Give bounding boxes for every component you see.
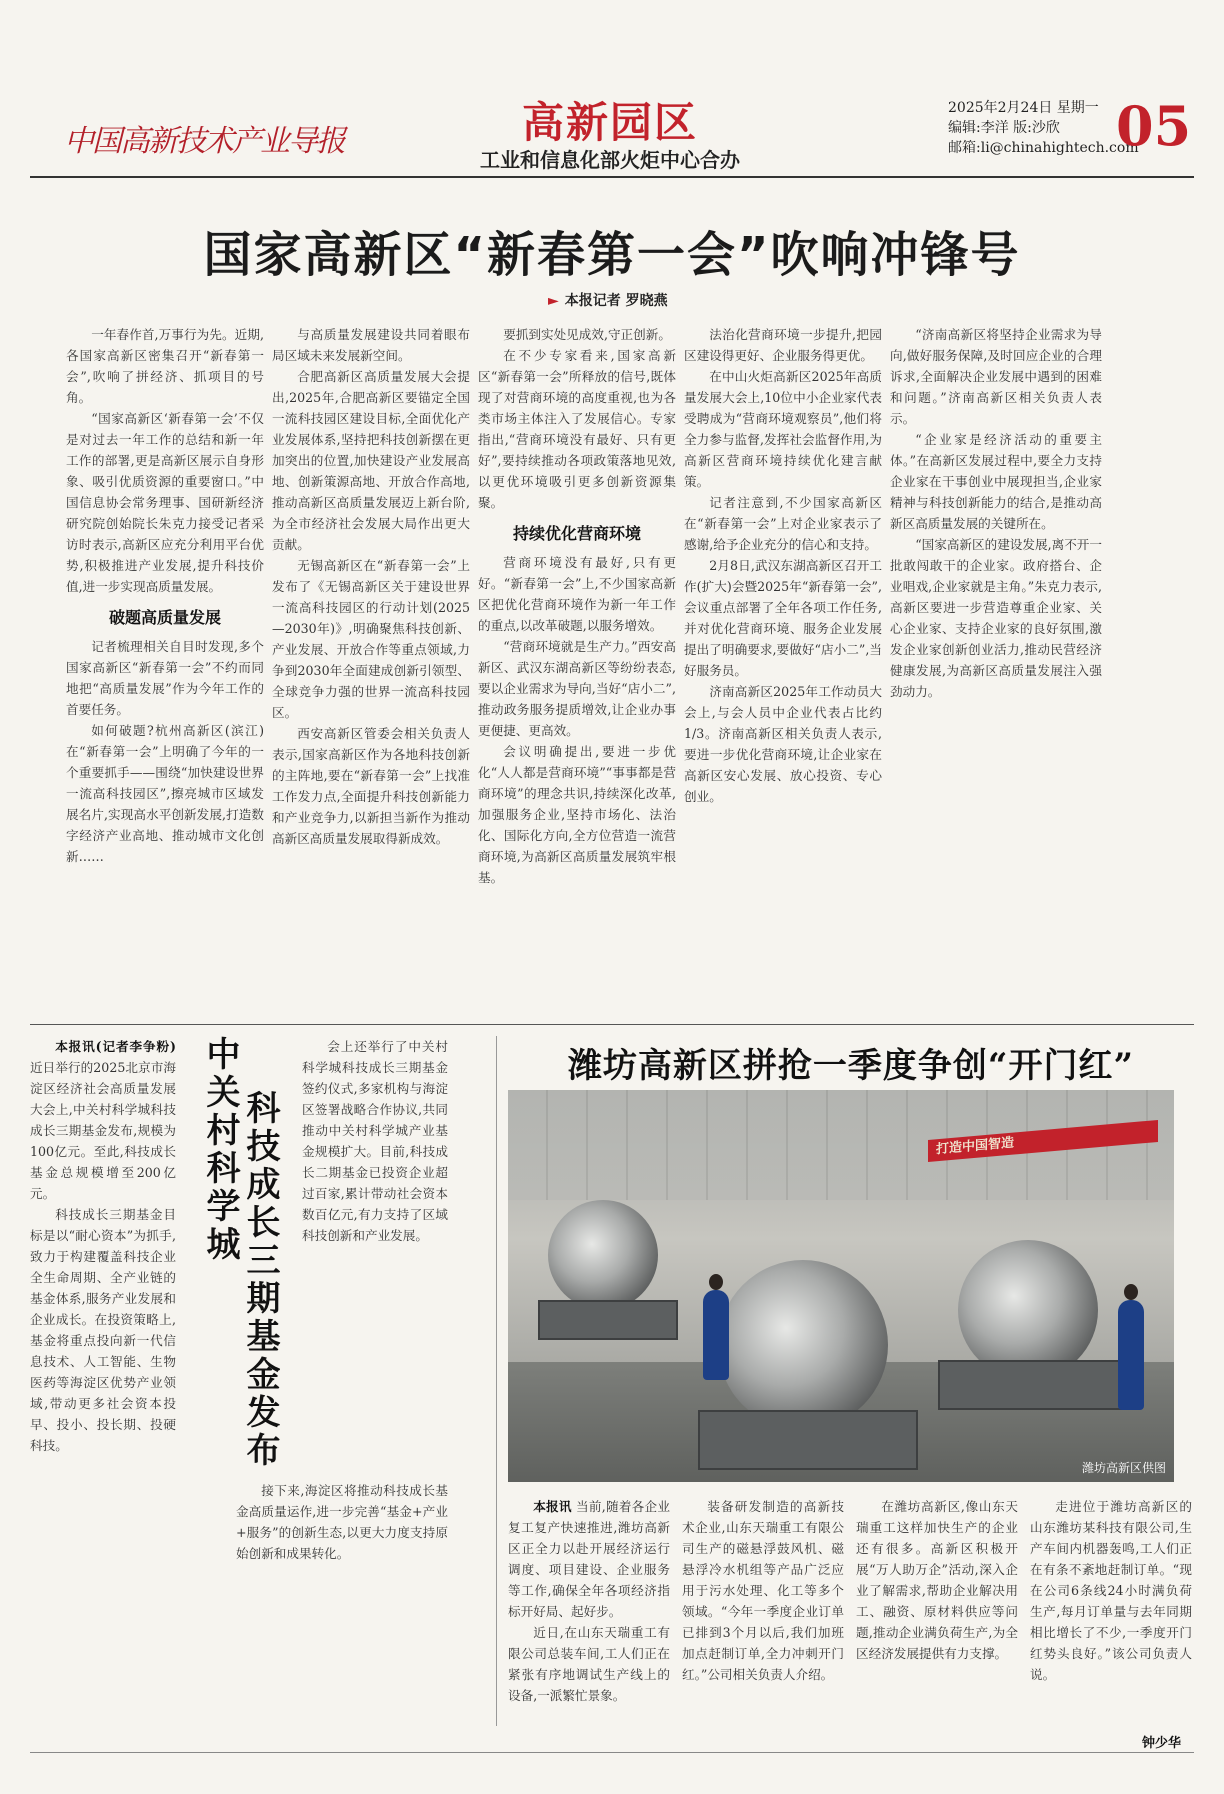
article-column-5: [890, 324, 1102, 1024]
article-column-3: [478, 324, 676, 1024]
machine-base: [538, 1300, 678, 1340]
factory-photo: [508, 1090, 1174, 1482]
paragraph: 西安高新区管委会相关负责人表示,国家高新区作为各地科技创新的主阵地,要在“新春第一会”上找准工作发力点,全面提升科技创新能力和产业竞争力,以新担当新作为推动高新区高质量发展取得新成效。: [272, 726, 470, 846]
paragraph: “企业家是经济活动的重要主体。”在高新区发展过程中,要全力支持企业家在干事创业中展现担当,企业家精神与科技创新能力的结合,是推动高新区高质量发展的关键所在。: [890, 432, 1102, 531]
masthead: [30, 86, 1194, 178]
paragraph: 近日,在山东天瑞重工有限公司总装车间,工人们正在紧张有序地调试生产线上的设备,一派繁忙景象。: [508, 1625, 670, 1703]
weifang-column-1: [508, 1496, 670, 1728]
zgc-brief-column-1: [30, 1036, 176, 1726]
paragraph: “营商环境就是生产力。”西安高新区、武汉东湖高新区等纷纷表态,要以企业需求为导向,当好“店小二”,推动政务服务提质增效,让企业办事更便捷、更高效。: [478, 639, 676, 738]
paragraph: “济南高新区将坚持企业需求为导向,做好服务保障,及时回应企业的合理诉求,全面解决企业发展中遇到的困难和问题。”济南高新区相关负责人表示。: [890, 327, 1102, 426]
paragraph: 会议明确提出,要进一步优化“人人都是营商环境”“事事都是营商环境”的理念共识,持续深化改革,加强服务企业,坚持市场化、法治化、国际化方向,全方位营造一流营商环境,为高新区高质量发展筑牢根基。: [478, 744, 676, 885]
byline-text: 本报记者 罗晓燕: [564, 293, 668, 309]
main-story-columns: [66, 324, 1194, 1024]
paragraph: 在不少专家看来,国家高新区“新春第一会”所释放的信号,既体现了对营商环境的高度重视,也为各类市场主体注入了发展信心。专家指出,“营商环境没有最好、只有更好”,要持续推动各项政策落地见效,以更优环境吸引更多创新资源集聚。: [478, 348, 676, 510]
author-signature: 钟少华: [1142, 1736, 1182, 1751]
editor-line: 编辑:李洋 版:沙欣: [948, 120, 1060, 136]
article-column-4: [684, 324, 882, 1024]
article-column-1: [66, 324, 264, 1024]
paragraph: [508, 1496, 670, 1622]
column-divider: [496, 1036, 497, 1726]
paragraph: 如何破题?杭州高新区(滨江)在“新春第一会”上明确了今年的一个重要抓手——围绕“加快建设世界一流高科技园区”,擦亮城市区域发展名片,实现高水平创新发展,打造数字经济产业高地、推动城市文化创新……: [66, 723, 264, 864]
paragraph: 在中山火炬高新区2025年高质量发展大会上,10位中小企业家代表受聘成为“营商环境观察员”,他们将全力参与监督,发挥社会监督作用,为高新区营商环境持续优化建言献策。: [684, 369, 882, 489]
worker-figure: [703, 1290, 729, 1380]
turbine-machine: [958, 1240, 1098, 1380]
weifang-column-4: [1030, 1496, 1192, 1728]
newspaper-logo: 中国高新技术产业导报: [64, 124, 344, 159]
section-name: 高新园区: [522, 98, 699, 147]
issue-meta: [948, 98, 1139, 158]
section-divider: [30, 1024, 1194, 1025]
weifang-story-columns: [508, 1496, 1194, 1736]
section-subtitle: 工业和信息化部火炬中心合办: [480, 148, 740, 172]
weifang-headline: 潍坊高新区拼抢一季度争创“开门红”: [567, 1046, 1135, 1086]
turbine-machine: [718, 1260, 888, 1430]
weifang-column-3: [856, 1496, 1018, 1728]
worker-figure: [1118, 1300, 1144, 1410]
zgc-title-line-1: 中关村科学城: [200, 1036, 240, 1264]
paragraph: 一年春作首,万事行为先。近期,各国家高新区密集召开“新春第一会”,吹响了拼经济、抓项目的号角。: [66, 327, 264, 405]
brief-lead: 本报讯(记者李争粉): [55, 1039, 176, 1054]
paragraph: 记者梳理相关自目时发现,多个国家高新区“新春第一会”不约而同地把“高质量发展”作为今年工作的首要任务。: [66, 639, 264, 717]
page-number: 05: [1116, 94, 1192, 158]
email-line: 邮箱:li@chinahightech.com: [948, 140, 1139, 156]
masthead-rule: [30, 176, 1194, 178]
paragraph: 装备研发制造的高新技术企业,山东天瑞重工有限公司生产的磁悬浮鼓风机、磁悬浮冷水机组等产品广泛应用于污水处理、化工等多个领域。“今年一季度企业订单已排到3个月以后,我们加班加点赶制订单,全力冲刺开门红。”公司相关负责人介绍。: [682, 1499, 844, 1682]
zgc-title-line-2: 科技成长三期基金发布: [240, 1090, 280, 1470]
paragraph: “国家高新区的建设发展,离不开一批敢闯敢干的企业家。政府搭台、企业唱戏,企业家就是主角。”朱克力表示,高新区要进一步营造尊重企业家、关心企业家、支持企业家的良好氛围,激发企业家创新创业活力,推动民营经济健康发展,为高新区高质量发展注入强劲动力。: [890, 537, 1102, 699]
paragraph: 会上还举行了中关村科学城科技成长三期基金签约仪式,多家机构与海淀区签署战略合作协议,共同推动中关村科学城产业基金规模扩大。目前,科技成长二期基金已投资企业超过百家,累计带动社会资本数百亿元,有力支持了区域科技创新和产业发展。: [302, 1039, 448, 1243]
issue-date: 2025年2月24日 星期一: [948, 100, 1099, 116]
paragraph: 营商环境没有最好,只有更好。“新春第一会”上,不少国家高新区把优化营商环境作为新一年工作的重点,以改革破题,以服务增效。: [478, 555, 676, 633]
paragraph: 要抓到实处见成效,守正创新。: [503, 327, 671, 342]
subheading: 破题高质量发展: [108, 608, 221, 627]
byline: [548, 290, 668, 310]
paragraph: 科技成长三期基金目标是以“耐心资本”为抓手,致力于构建覆盖科技企业全生命周期、全产业链的基金体系,服务产业发展和企业成长。在投资策略上,基金将重点投向新一代信息技术、人工智能、生物医药等海淀区优势产业领域,带动更多社会资本投早、投小、投长期、投硬科技。: [30, 1207, 176, 1453]
story-text: 当前,随着各企业复工复产快速推进,潍坊高新区正全力以赴开展经济运行调度、项目建设、企业服务等工作,确保全年各项经济指标开好局、起好步。: [508, 1499, 670, 1619]
bottom-rule: [30, 1752, 1194, 1753]
paragraph: 无锡高新区在“新春第一会”上发布了《无锡高新区关于建设世界一流高科技园区的行动计划(2025—2030年)》,明确聚焦科技创新、产业发展、开放合作等重点领域,力争到2030年全面建成创新引领型、全球竞争力强的世界一流高科技园区。: [272, 558, 470, 720]
brief-text: 近日举行的2025北京市海淀区经济社会高质量发展大会上,中关村科学城科技成长三期基金发布,规模为100亿元。至此,科技成长基金总规模增至200亿元。: [30, 1060, 176, 1201]
paragraph: 走进位于潍坊高新区的山东潍坊某科技有限公司,生产车间内机器轰鸣,工人们正在有条不紊地赶制订单。“现在公司6条线24小时满负荷生产,每月订单量与去年同期相比增长了不少,一季度开门红势头良好。”该公司负责人说。: [1030, 1499, 1192, 1682]
paragraph: 与高质量发展建设共同着眼布局区域未来发展新空间。: [272, 327, 470, 363]
paragraph: 在潍坊高新区,像山东天瑞重工这样加快生产的企业还有很多。高新区积极开展“万人助万企”活动,深入企业了解需求,帮助企业解决用工、融资、原材料供应等问题,推动企业满负荷生产,为全区经济发展提供有力支撑。: [856, 1499, 1018, 1661]
zgc-brief-column-3: [236, 1480, 448, 1726]
machine-base: [698, 1410, 918, 1470]
paragraph: 记者注意到,不少国家高新区在“新春第一会”上对企业家表示了感谢,给予企业充分的信心和支持。: [684, 495, 882, 552]
paragraph: 济南高新区2025年工作动员大会上,与会人员中企业代表占比约1/3。济南高新区相关负责人表示,要进一步优化营商环境,让企业家在高新区安心发展、放心投资、专心创业。: [684, 684, 882, 804]
paragraph: “国家高新区‘新春第一会’不仅是对过去一年工作的总结和新一年工作的部署,更是高新区展示自身形象、吸引优质资源的重要窗口。”中国信息协会常务理事、国研新经济研究院创始院长朱克力接受记者采访时表示,高新区应充分利用平台优势,积极推进产业发展,提升科技价值,进一步实现高质量发展。: [66, 411, 264, 594]
arrow-icon: ►: [548, 293, 559, 309]
turbine-machine: [548, 1200, 658, 1310]
subheading: 持续优化营商环境: [512, 524, 641, 543]
paragraph: 法治化营商环境一步提升,把园区建设得更好、企业服务得更优。: [684, 327, 882, 363]
paragraph: 2月8日,武汉东湖高新区召开工作(扩大)会暨2025年“新春第一会”,会议重点部署了全年各项工作任务,并对优化营商环境、服务企业发展提出了明确要求,要做好“店小二”,当好服务员。: [684, 558, 882, 678]
paragraph: [30, 1036, 176, 1204]
article-column-2: [272, 324, 470, 1024]
machine-base: [938, 1360, 1128, 1410]
photo-banner: 打造中国智造: [928, 1120, 1158, 1162]
photo-credit: 潍坊高新区供图: [1081, 1461, 1166, 1475]
weifang-column-2: [682, 1496, 844, 1728]
main-headline: 国家高新区“新春第一会”吹响冲锋号: [203, 227, 1021, 283]
story-lead: 本报讯: [533, 1499, 572, 1514]
paragraph: 合肥高新区高质量发展大会提出,2025年,合肥高新区要锚定全国一流科技园区建设目标,全面优化产业发展体系,坚持把科技创新摆在更加突出的位置,加快建设产业发展高地、创新策源高地、开放合作高地,推动高新区高质量发展迈上新台阶,为全市经济社会发展大局作出更大贡献。: [272, 369, 470, 552]
paragraph: 接下来,海淀区将推动科技成长基金高质量运作,进一步完善“基金+产业+服务”的创新生态,以更大力度支持原始创新和成果转化。: [236, 1483, 448, 1561]
